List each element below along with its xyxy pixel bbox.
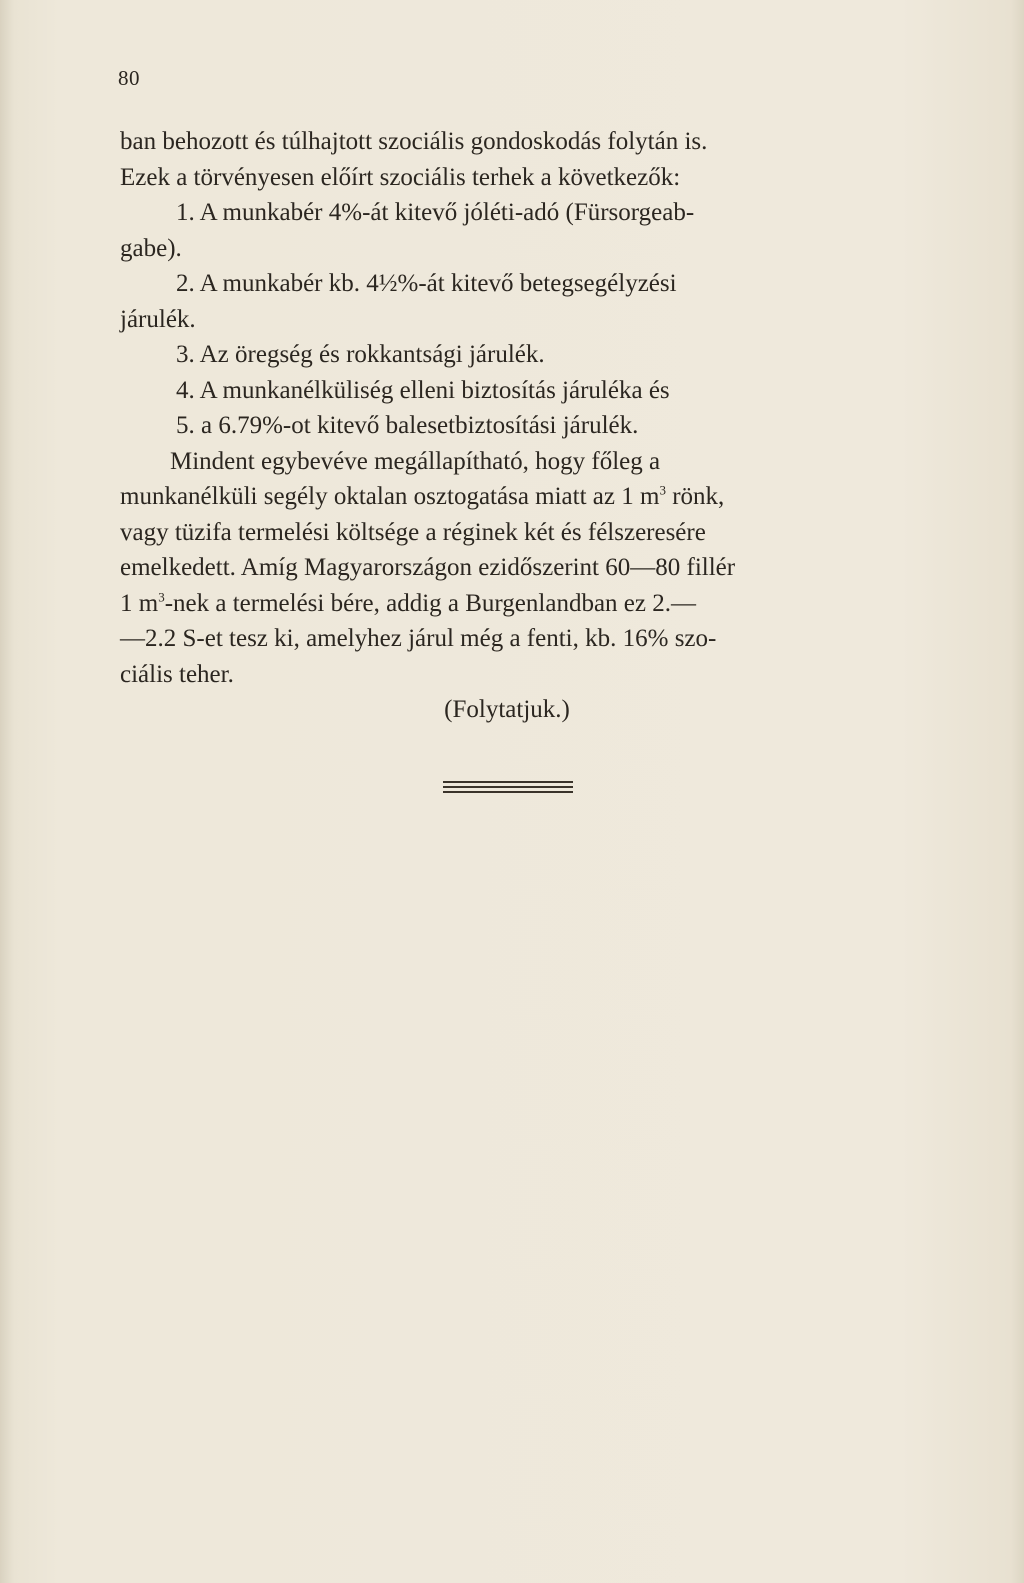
closing-note: (Folytatjuk.): [444, 696, 570, 723]
line-text-end: -nek a termelési bére, addig a Burgenlandban ez 2.—: [164, 589, 696, 617]
list-item-4: 4. A munkanélküliség elleni biztosítás járuléka és: [176, 376, 670, 404]
text-line-15: —2.2 S-et tesz ki, amelyhez járul még a fenti, kb. 16% szo-: [120, 625, 717, 652]
list-item-5: 5. a 6.79%-ot kitevő balesetbiztosítási járulék.: [176, 412, 639, 439]
page-number: 80: [118, 66, 140, 90]
end-rule: [443, 781, 573, 793]
list-item-2: 2. A munkabér kb. 4½%-át kitevő betegsegélyzési: [176, 270, 677, 297]
list-item-1-cont: gabe).: [120, 234, 182, 262]
text-line-2: Ezek a törvényesen előírt szociális terhek a következők:: [120, 163, 681, 191]
superscript-3: 3: [659, 482, 666, 498]
superscript-3: 3: [158, 589, 165, 605]
text-line-11: [120, 479, 894, 515]
list-item-1: 1. A munkabér 4%-át kitevő jóléti-adó (Fürsorgeab-: [176, 199, 695, 226]
rule-line: [443, 791, 573, 793]
text-line-16: ciális teher.: [120, 660, 234, 688]
text-line-1: [120, 124, 894, 160]
line-text: 1 m: [120, 589, 159, 617]
list-item-3: 3. Az öregség és rokkantsági járulék.: [176, 341, 545, 368]
text-line-13: emelkedett. Amíg Magyarországon ezidőszerint 60—80 fillér: [120, 554, 736, 581]
paragraph-start: Mindent egybevéve megállapítható, hogy főleg a: [170, 447, 661, 475]
line-text: munkanélküli segély oktalan osztogatása miatt az 1 m: [120, 483, 660, 510]
line-text: ban behozott és túlhajtott szociális gondoskodás folytán is.: [120, 128, 708, 155]
list-item-2-cont: járulék.: [120, 305, 196, 333]
text-line-14: [120, 586, 894, 622]
rule-line: [443, 781, 573, 783]
line-text-end: rönk,: [672, 483, 725, 510]
article-text: [120, 124, 894, 728]
rule-line: [443, 786, 573, 788]
text-line-12: vagy tüzifa termelési költsége a réginek két és félszeresére: [120, 518, 706, 546]
